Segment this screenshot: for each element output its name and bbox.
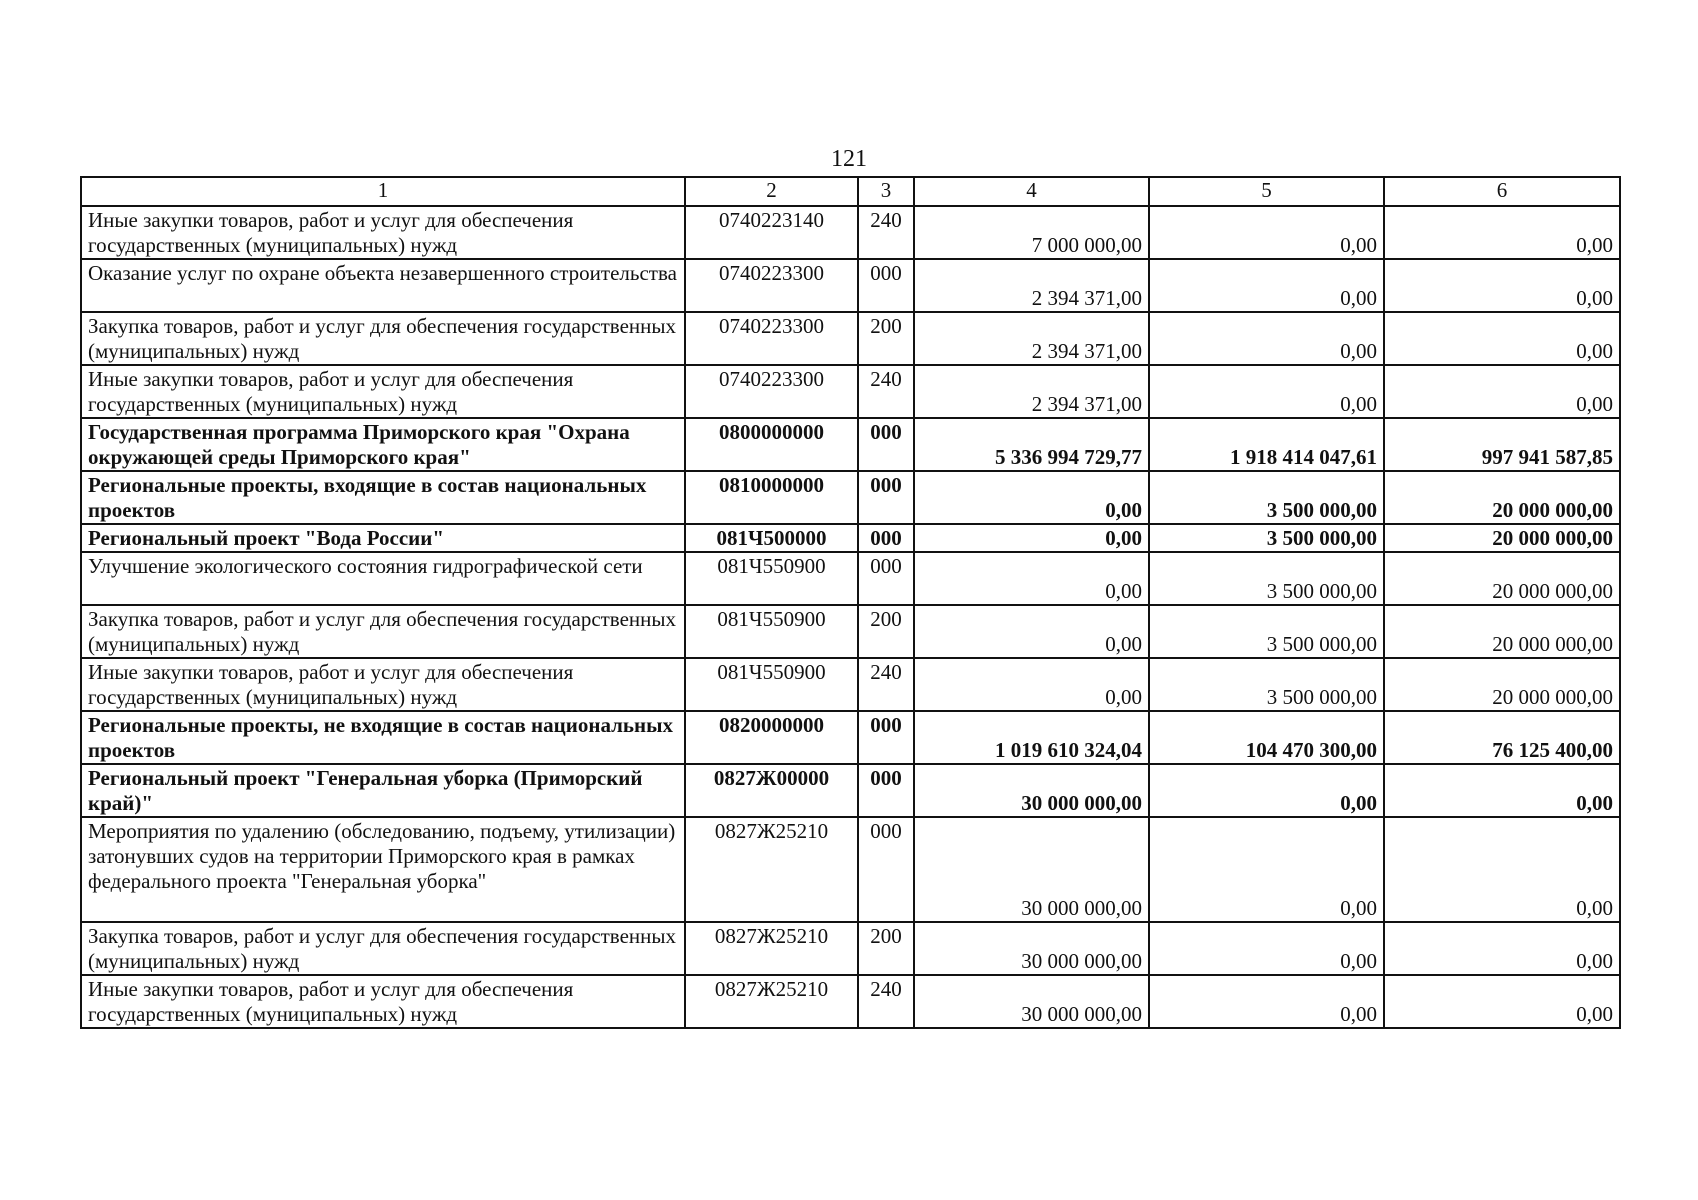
row-code-cell: 0827Ж25210 bbox=[685, 922, 858, 975]
row-type-cell: 240 bbox=[858, 365, 914, 418]
row-amount-col6-cell: 0,00 bbox=[1384, 259, 1620, 312]
row-amount-col6-cell: 20 000 000,00 bbox=[1384, 605, 1620, 658]
row-amount-col5-cell: 1 918 414 047,61 bbox=[1149, 418, 1384, 471]
row-name-cell: Закупка товаров, работ и услуг для обеспечения государственных (муниципальных) нужд bbox=[81, 312, 685, 365]
column-header: 4 bbox=[914, 177, 1149, 206]
row-amount-col5-cell: 0,00 bbox=[1149, 764, 1384, 817]
row-code-cell: 081Ч500000 bbox=[685, 524, 858, 552]
table-row bbox=[81, 764, 1620, 817]
row-code-cell: 0800000000 bbox=[685, 418, 858, 471]
row-amount-col5-cell: 0,00 bbox=[1149, 312, 1384, 365]
row-amount-col6-cell: 997 941 587,85 bbox=[1384, 418, 1620, 471]
row-amount-col5-cell: 104 470 300,00 bbox=[1149, 711, 1384, 764]
row-amount-col4-cell: 30 000 000,00 bbox=[914, 764, 1149, 817]
row-amount-col6-cell: 0,00 bbox=[1384, 312, 1620, 365]
row-name-cell: Государственная программа Приморского края "Охрана окружающей среды Приморского края" bbox=[81, 418, 685, 471]
row-amount-col5-cell: 0,00 bbox=[1149, 817, 1384, 922]
table-row bbox=[81, 312, 1620, 365]
row-amount-col6-cell: 20 000 000,00 bbox=[1384, 658, 1620, 711]
row-code-cell: 0740223140 bbox=[685, 206, 858, 259]
page-number: 121 bbox=[831, 146, 867, 172]
row-code-cell: 0820000000 bbox=[685, 711, 858, 764]
row-type-cell: 000 bbox=[858, 552, 914, 605]
row-amount-col4-cell: 30 000 000,00 bbox=[914, 817, 1149, 922]
row-name-cell: Иные закупки товаров, работ и услуг для обеспечения государственных (муниципальных) нужд bbox=[81, 658, 685, 711]
table-row bbox=[81, 658, 1620, 711]
row-amount-col4-cell: 30 000 000,00 bbox=[914, 975, 1149, 1028]
row-name-cell: Региональные проекты, входящие в состав национальных проектов bbox=[81, 471, 685, 524]
row-code-cell: 0827Ж00000 bbox=[685, 764, 858, 817]
table-row bbox=[81, 524, 1620, 552]
row-amount-col6-cell: 0,00 bbox=[1384, 817, 1620, 922]
row-amount-col5-cell: 3 500 000,00 bbox=[1149, 471, 1384, 524]
row-amount-col5-cell: 3 500 000,00 bbox=[1149, 552, 1384, 605]
column-header: 5 bbox=[1149, 177, 1384, 206]
table-row bbox=[81, 817, 1620, 922]
row-amount-col5-cell: 0,00 bbox=[1149, 975, 1384, 1028]
row-type-cell: 000 bbox=[858, 711, 914, 764]
row-amount-col4-cell: 0,00 bbox=[914, 524, 1149, 552]
row-code-cell: 0827Ж25210 bbox=[685, 975, 858, 1028]
row-type-cell: 240 bbox=[858, 975, 914, 1028]
row-type-cell: 200 bbox=[858, 312, 914, 365]
row-amount-col5-cell: 0,00 bbox=[1149, 259, 1384, 312]
table-row bbox=[81, 922, 1620, 975]
row-type-cell: 000 bbox=[858, 524, 914, 552]
row-amount-col4-cell: 2 394 371,00 bbox=[914, 259, 1149, 312]
row-name-cell: Мероприятия по удалению (обследованию, подъему, утилизации) затонувших судов на территории Приморского края в рамках федерального проекта "Генеральная уборка" bbox=[81, 817, 685, 922]
column-header: 1 bbox=[81, 177, 685, 206]
row-code-cell: 0827Ж25210 bbox=[685, 817, 858, 922]
row-code-cell: 0740223300 bbox=[685, 365, 858, 418]
budget-table bbox=[80, 176, 1621, 1029]
row-amount-col6-cell: 20 000 000,00 bbox=[1384, 524, 1620, 552]
row-type-cell: 000 bbox=[858, 764, 914, 817]
row-name-cell: Иные закупки товаров, работ и услуг для обеспечения государственных (муниципальных) нужд bbox=[81, 365, 685, 418]
row-amount-col4-cell: 0,00 bbox=[914, 605, 1149, 658]
table-row bbox=[81, 418, 1620, 471]
row-amount-col4-cell: 7 000 000,00 bbox=[914, 206, 1149, 259]
row-name-cell: Региональный проект "Генеральная уборка (Приморский край)" bbox=[81, 764, 685, 817]
row-name-cell: Региональные проекты, не входящие в состав национальных проектов bbox=[81, 711, 685, 764]
row-type-cell: 200 bbox=[858, 605, 914, 658]
row-name-cell: Иные закупки товаров, работ и услуг для обеспечения государственных (муниципальных) нужд bbox=[81, 975, 685, 1028]
row-amount-col4-cell: 2 394 371,00 bbox=[914, 312, 1149, 365]
table-row bbox=[81, 471, 1620, 524]
row-amount-col4-cell: 0,00 bbox=[914, 552, 1149, 605]
row-code-cell: 081Ч550900 bbox=[685, 552, 858, 605]
row-amount-col6-cell: 0,00 bbox=[1384, 764, 1620, 817]
row-amount-col6-cell: 0,00 bbox=[1384, 922, 1620, 975]
row-type-cell: 000 bbox=[858, 418, 914, 471]
table-row bbox=[81, 605, 1620, 658]
column-header: 3 bbox=[858, 177, 914, 206]
row-type-cell: 000 bbox=[858, 817, 914, 922]
row-type-cell: 000 bbox=[858, 259, 914, 312]
row-amount-col5-cell: 0,00 bbox=[1149, 922, 1384, 975]
row-amount-col6-cell: 0,00 bbox=[1384, 206, 1620, 259]
row-name-cell: Закупка товаров, работ и услуг для обеспечения государственных (муниципальных) нужд bbox=[81, 605, 685, 658]
table-row bbox=[81, 711, 1620, 764]
table-row bbox=[81, 259, 1620, 312]
row-type-cell: 240 bbox=[858, 658, 914, 711]
row-name-cell: Региональный проект "Вода России" bbox=[81, 524, 685, 552]
column-header: 2 bbox=[685, 177, 858, 206]
row-amount-col4-cell: 2 394 371,00 bbox=[914, 365, 1149, 418]
budget-table-body bbox=[81, 177, 1620, 1028]
row-name-cell: Улучшение экологического состояния гидрографической сети bbox=[81, 552, 685, 605]
row-amount-col6-cell: 20 000 000,00 bbox=[1384, 552, 1620, 605]
row-type-cell: 000 bbox=[858, 471, 914, 524]
row-amount-col6-cell: 76 125 400,00 bbox=[1384, 711, 1620, 764]
row-code-cell: 0740223300 bbox=[685, 312, 858, 365]
row-code-cell: 081Ч550900 bbox=[685, 605, 858, 658]
row-amount-col4-cell: 30 000 000,00 bbox=[914, 922, 1149, 975]
row-amount-col4-cell: 0,00 bbox=[914, 471, 1149, 524]
row-code-cell: 0810000000 bbox=[685, 471, 858, 524]
row-amount-col4-cell: 5 336 994 729,77 bbox=[914, 418, 1149, 471]
table-row bbox=[81, 552, 1620, 605]
table-row bbox=[81, 365, 1620, 418]
row-name-cell: Закупка товаров, работ и услуг для обеспечения государственных (муниципальных) нужд bbox=[81, 922, 685, 975]
row-amount-col4-cell: 0,00 bbox=[914, 658, 1149, 711]
row-amount-col5-cell: 0,00 bbox=[1149, 365, 1384, 418]
row-name-cell: Оказание услуг по охране объекта незавершенного строительства bbox=[81, 259, 685, 312]
column-header: 6 bbox=[1384, 177, 1620, 206]
row-amount-col4-cell: 1 019 610 324,04 bbox=[914, 711, 1149, 764]
row-amount-col6-cell: 0,00 bbox=[1384, 365, 1620, 418]
row-amount-col5-cell: 0,00 bbox=[1149, 206, 1384, 259]
header-row bbox=[81, 177, 1620, 206]
table-row bbox=[81, 206, 1620, 259]
row-amount-col5-cell: 3 500 000,00 bbox=[1149, 605, 1384, 658]
row-name-cell: Иные закупки товаров, работ и услуг для обеспечения государственных (муниципальных) нужд bbox=[81, 206, 685, 259]
row-type-cell: 240 bbox=[858, 206, 914, 259]
row-amount-col6-cell: 0,00 bbox=[1384, 975, 1620, 1028]
table-row bbox=[81, 975, 1620, 1028]
row-code-cell: 081Ч550900 bbox=[685, 658, 858, 711]
row-type-cell: 200 bbox=[858, 922, 914, 975]
row-amount-col6-cell: 20 000 000,00 bbox=[1384, 471, 1620, 524]
row-amount-col5-cell: 3 500 000,00 bbox=[1149, 524, 1384, 552]
row-amount-col5-cell: 3 500 000,00 bbox=[1149, 658, 1384, 711]
row-code-cell: 0740223300 bbox=[685, 259, 858, 312]
